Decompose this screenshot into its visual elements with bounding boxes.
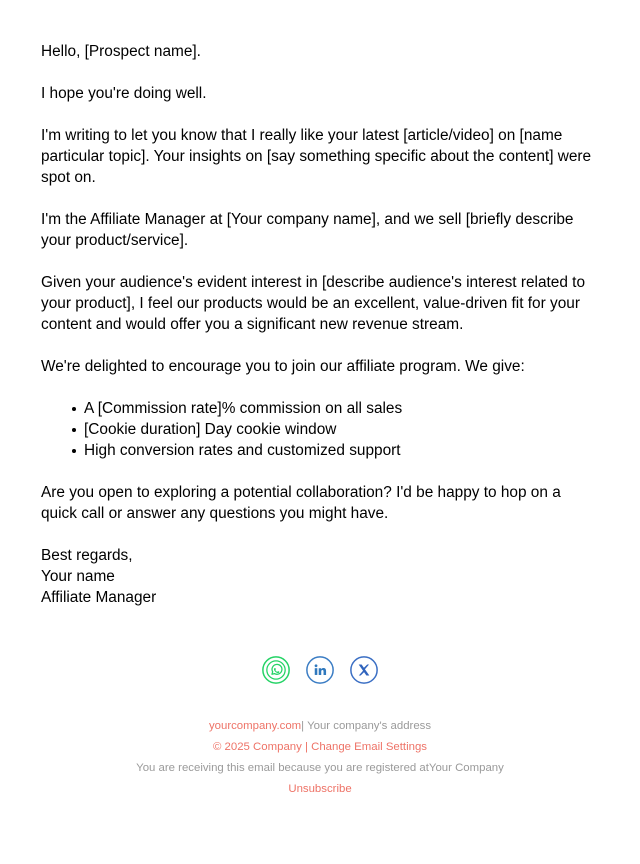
x-twitter-icon [349, 655, 379, 685]
signature-block [41, 545, 599, 608]
unsubscribe-link[interactable]: Unsubscribe [288, 783, 352, 795]
email-footer [41, 716, 599, 800]
change-email-settings-link[interactable]: Change Email Settings [311, 741, 427, 753]
compliment-paragraph: I'm writing to let you know that I really like your latest [article/video] on [name particular topic]. Your insights on [say something specific about the content] were spot on. [41, 127, 592, 186]
value-proposition-paragraph: Given your audience's evident interest in [describe audience's interest related to your product], I feel our products would be an excellent, value-driven fit for your content and would offer you a significant new revenue stream. [41, 274, 586, 333]
company-website-link[interactable]: yourcompany.com [208, 720, 302, 732]
signature-regards: Best regards, [41, 547, 133, 564]
greeting-paragraph: Hello, [Prospect name]. [41, 43, 201, 60]
signature-name: Your name [41, 568, 115, 585]
footer-unsubscribe-line [41, 779, 599, 800]
pleasantry-paragraph: I hope you're doing well. [41, 85, 207, 102]
social-links [41, 655, 599, 685]
list-item: [Cookie duration] Day cookie window [72, 419, 599, 440]
social-link-whatsapp[interactable] [261, 655, 291, 685]
call-to-action-paragraph: Are you open to exploring a potential collaboration? I'd be happy to hop on a quick call or answer any questions you might have. [41, 484, 561, 522]
social-link-linkedin[interactable] [305, 655, 335, 685]
offer-intro-paragraph: We're delighted to encourage you to join our affiliate program. We give: [41, 358, 525, 375]
list-item: High conversion rates and customized support [72, 440, 599, 461]
signature-title: Affiliate Manager [41, 589, 157, 606]
footer-copyright-line [41, 737, 599, 758]
linkedin-icon [305, 655, 335, 685]
copyright-text: © 2025 Company [213, 741, 302, 753]
list-item: A [Commission rate]% commission on all sales [72, 398, 599, 419]
footer-company-line [41, 716, 599, 737]
footer-reason-line [41, 758, 599, 779]
footer-separator: | [301, 741, 312, 753]
introduction-paragraph: I'm the Affiliate Manager at [Your company name], and we sell [briefly describe your product/service]. [41, 211, 574, 249]
subscription-reason-text: You are receiving this email because you are registered atYour Company [136, 762, 504, 774]
company-address-text: | Your company's address [301, 720, 432, 732]
whatsapp-icon [261, 655, 291, 685]
benefits-list [41, 398, 599, 461]
social-link-x-twitter[interactable] [349, 655, 379, 685]
email-message [41, 41, 599, 608]
